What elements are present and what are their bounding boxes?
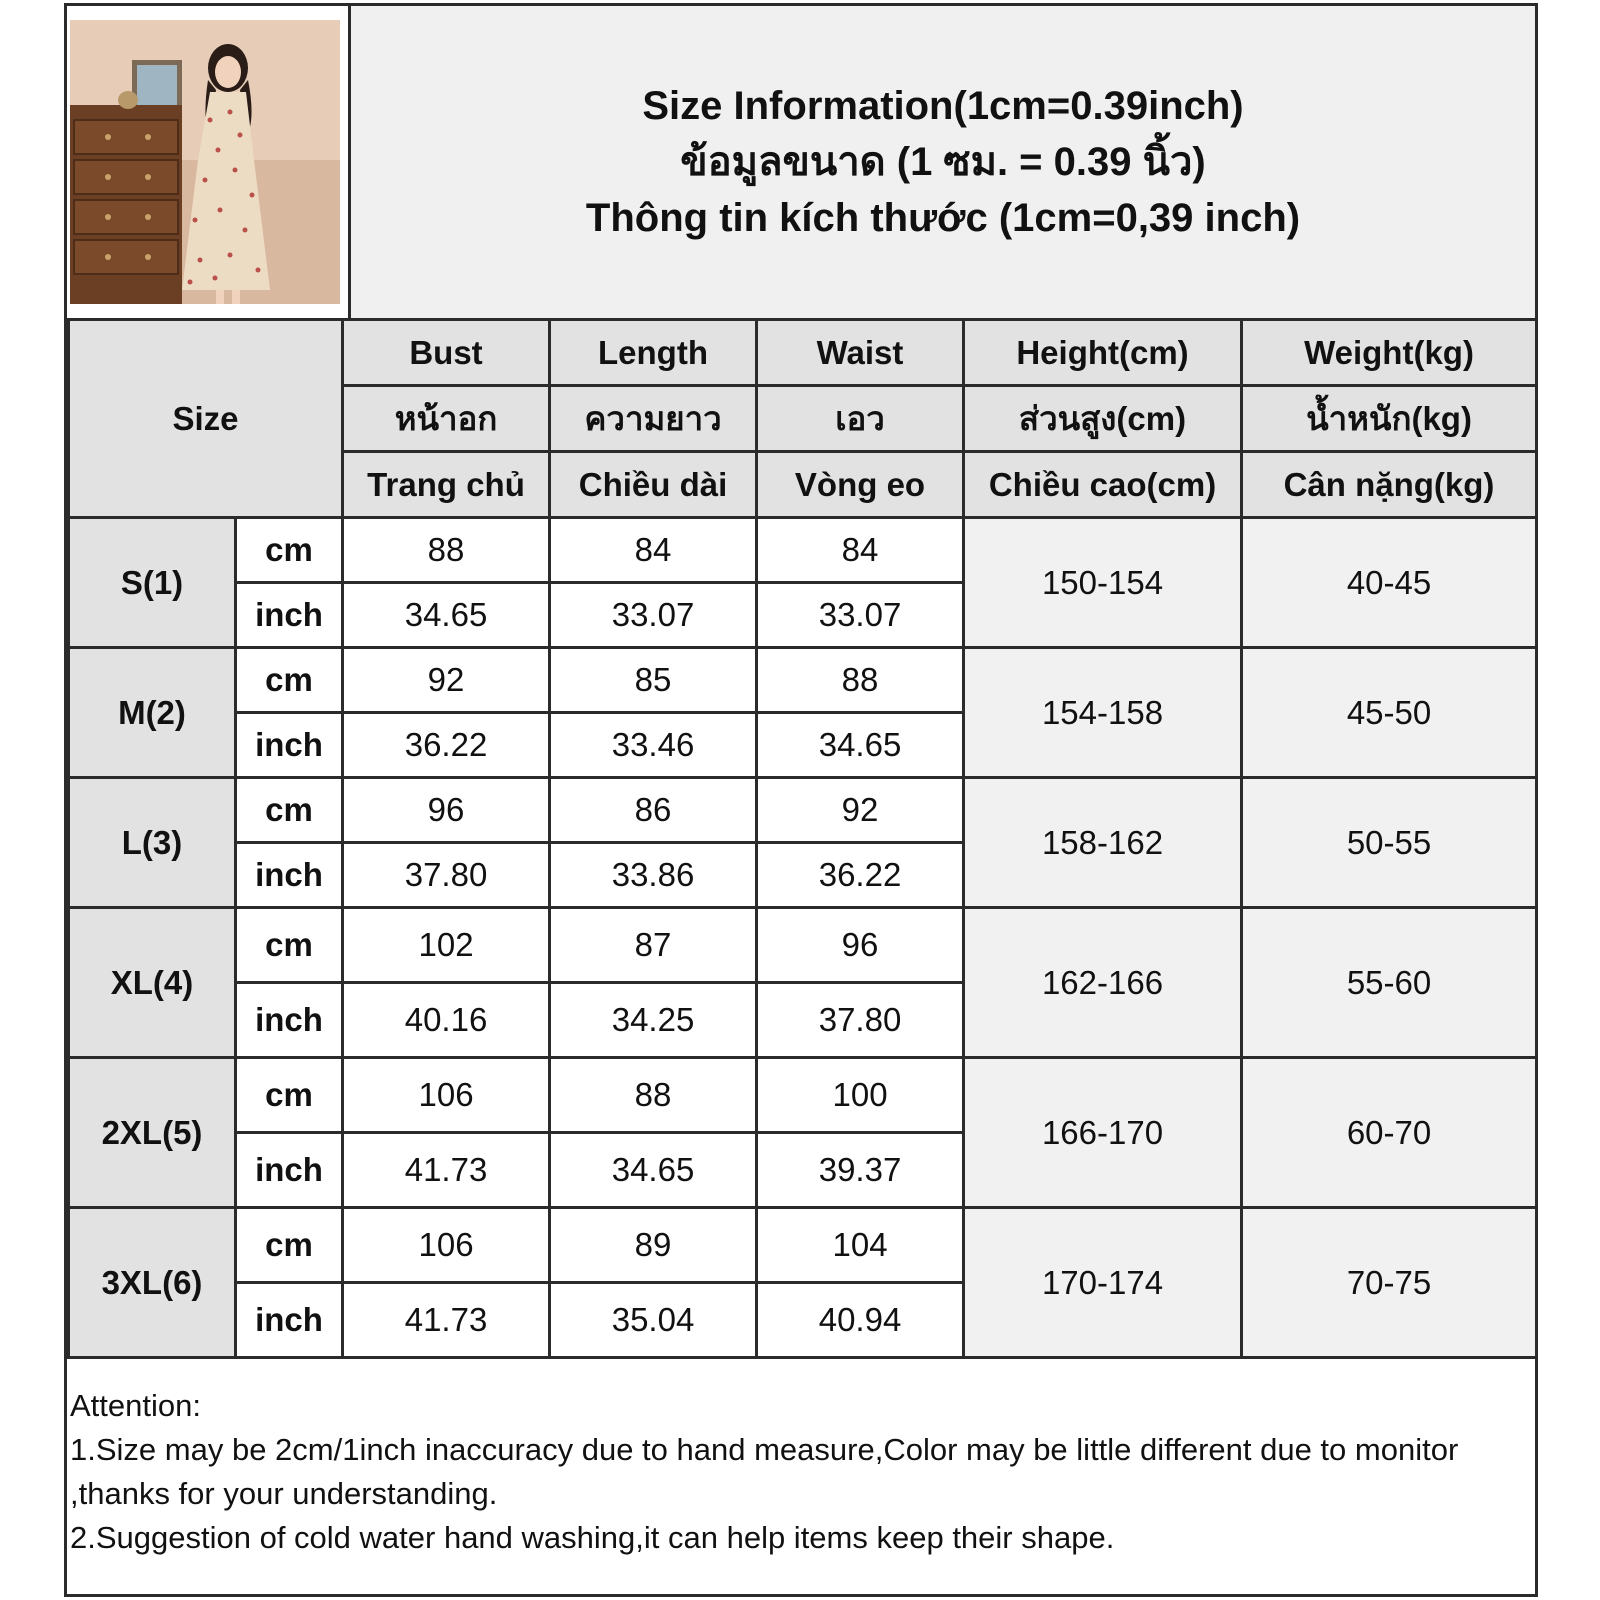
col-header-length-th: ความยาว bbox=[550, 386, 757, 452]
title-thai: ข้อมูลขนาด (1 ซม. = 0.39 นิ้ว) bbox=[680, 140, 1206, 184]
col-header-waist: Waist bbox=[757, 320, 964, 386]
unit-inch: inch bbox=[236, 583, 343, 648]
table-row bbox=[69, 518, 1537, 583]
height-range: 158-162 bbox=[964, 778, 1242, 908]
col-header-bust: Bust bbox=[343, 320, 550, 386]
table-row bbox=[69, 908, 1537, 983]
bust-cm: 96 bbox=[343, 778, 550, 843]
weight-range: 60-70 bbox=[1242, 1058, 1537, 1208]
height-range: 162-166 bbox=[964, 908, 1242, 1058]
length-cm: 86 bbox=[550, 778, 757, 843]
bust-cm: 106 bbox=[343, 1208, 550, 1283]
col-header-weight-vi: Cân nặng(kg) bbox=[1242, 452, 1537, 518]
table-row bbox=[69, 1058, 1537, 1133]
length-inch: 34.65 bbox=[550, 1133, 757, 1208]
weight-range: 40-45 bbox=[1242, 518, 1537, 648]
bust-cm: 102 bbox=[343, 908, 550, 983]
bust-inch: 34.65 bbox=[343, 583, 550, 648]
bust-cm: 88 bbox=[343, 518, 550, 583]
waist-cm: 88 bbox=[757, 648, 964, 713]
waist-cm: 96 bbox=[757, 908, 964, 983]
length-cm: 85 bbox=[550, 648, 757, 713]
length-inch: 35.04 bbox=[550, 1283, 757, 1358]
height-range: 170-174 bbox=[964, 1208, 1242, 1358]
size-cell: 2XL(5) bbox=[69, 1058, 236, 1208]
bust-inch: 41.73 bbox=[343, 1283, 550, 1358]
bust-inch: 41.73 bbox=[343, 1133, 550, 1208]
height-range: 154-158 bbox=[964, 648, 1242, 778]
header-row-english bbox=[69, 320, 1537, 386]
size-cell: 3XL(6) bbox=[69, 1208, 236, 1358]
bust-cm: 92 bbox=[343, 648, 550, 713]
length-inch: 33.46 bbox=[550, 713, 757, 778]
waist-inch: 34.65 bbox=[757, 713, 964, 778]
bust-inch: 37.80 bbox=[343, 843, 550, 908]
table-row bbox=[69, 648, 1537, 713]
unit-inch: inch bbox=[236, 713, 343, 778]
col-header-weight-th: น้ำหนัก(kg) bbox=[1242, 386, 1537, 452]
length-cm: 87 bbox=[550, 908, 757, 983]
waist-cm: 84 bbox=[757, 518, 964, 583]
col-header-bust-vi: Trang chủ bbox=[343, 452, 550, 518]
size-cell: L(3) bbox=[69, 778, 236, 908]
unit-inch: inch bbox=[236, 843, 343, 908]
height-range: 150-154 bbox=[964, 518, 1242, 648]
table-row bbox=[69, 778, 1537, 843]
length-cm: 84 bbox=[550, 518, 757, 583]
col-header-weight: Weight(kg) bbox=[1242, 320, 1537, 386]
unit-cm: cm bbox=[236, 1058, 343, 1133]
col-header-length: Length bbox=[550, 320, 757, 386]
waist-inch: 37.80 bbox=[757, 983, 964, 1058]
size-table bbox=[67, 318, 1538, 1359]
size-cell: M(2) bbox=[69, 648, 236, 778]
title-english: Size Information(1cm=0.39inch) bbox=[642, 84, 1244, 128]
height-range: 166-170 bbox=[964, 1058, 1242, 1208]
size-chart-frame bbox=[64, 3, 1538, 1597]
waist-inch: 36.22 bbox=[757, 843, 964, 908]
unit-cm: cm bbox=[236, 908, 343, 983]
col-header-waist-th: เอว bbox=[757, 386, 964, 452]
bust-inch: 40.16 bbox=[343, 983, 550, 1058]
unit-cm: cm bbox=[236, 648, 343, 713]
title-block bbox=[348, 6, 1535, 318]
length-cm: 89 bbox=[550, 1208, 757, 1283]
attention-notes bbox=[70, 1384, 1530, 1560]
unit-inch: inch bbox=[236, 1283, 343, 1358]
unit-inch: inch bbox=[236, 983, 343, 1058]
length-inch: 33.86 bbox=[550, 843, 757, 908]
length-inch: 34.25 bbox=[550, 983, 757, 1058]
col-header-height-vi: Chiều cao(cm) bbox=[964, 452, 1242, 518]
weight-range: 45-50 bbox=[1242, 648, 1537, 778]
waist-inch: 33.07 bbox=[757, 583, 964, 648]
note-line-1: 1.Size may be 2cm/1inch inaccuracy due to hand measure,Color may be little different due to monitor ,thanks for your understanding. bbox=[70, 1432, 1459, 1511]
waist-cm: 104 bbox=[757, 1208, 964, 1283]
col-header-bust-th: หน้าอก bbox=[343, 386, 550, 452]
bust-inch: 36.22 bbox=[343, 713, 550, 778]
unit-cm: cm bbox=[236, 1208, 343, 1283]
size-header: Size bbox=[69, 320, 343, 518]
col-header-height-th: ส่วนสูง(cm) bbox=[964, 386, 1242, 452]
notes-heading: Attention: bbox=[70, 1388, 201, 1423]
product-photo bbox=[70, 20, 340, 304]
length-inch: 33.07 bbox=[550, 583, 757, 648]
unit-inch: inch bbox=[236, 1133, 343, 1208]
length-cm: 88 bbox=[550, 1058, 757, 1133]
waist-cm: 100 bbox=[757, 1058, 964, 1133]
waist-cm: 92 bbox=[757, 778, 964, 843]
col-header-height: Height(cm) bbox=[964, 320, 1242, 386]
weight-range: 70-75 bbox=[1242, 1208, 1537, 1358]
note-line-2: 2.Suggestion of cold water hand washing,it can help items keep their shape. bbox=[70, 1520, 1115, 1555]
product-photo-illustration bbox=[70, 20, 340, 304]
table-row bbox=[69, 1208, 1537, 1283]
weight-range: 55-60 bbox=[1242, 908, 1537, 1058]
waist-inch: 40.94 bbox=[757, 1283, 964, 1358]
title-vietnamese: Thông tin kích thước (1cm=0,39 inch) bbox=[585, 196, 1301, 240]
col-header-length-vi: Chiều dài bbox=[550, 452, 757, 518]
unit-cm: cm bbox=[236, 518, 343, 583]
size-cell: XL(4) bbox=[69, 908, 236, 1058]
waist-inch: 39.37 bbox=[757, 1133, 964, 1208]
bust-cm: 106 bbox=[343, 1058, 550, 1133]
weight-range: 50-55 bbox=[1242, 778, 1537, 908]
size-cell: S(1) bbox=[69, 518, 236, 648]
col-header-waist-vi: Vòng eo bbox=[757, 452, 964, 518]
unit-cm: cm bbox=[236, 778, 343, 843]
